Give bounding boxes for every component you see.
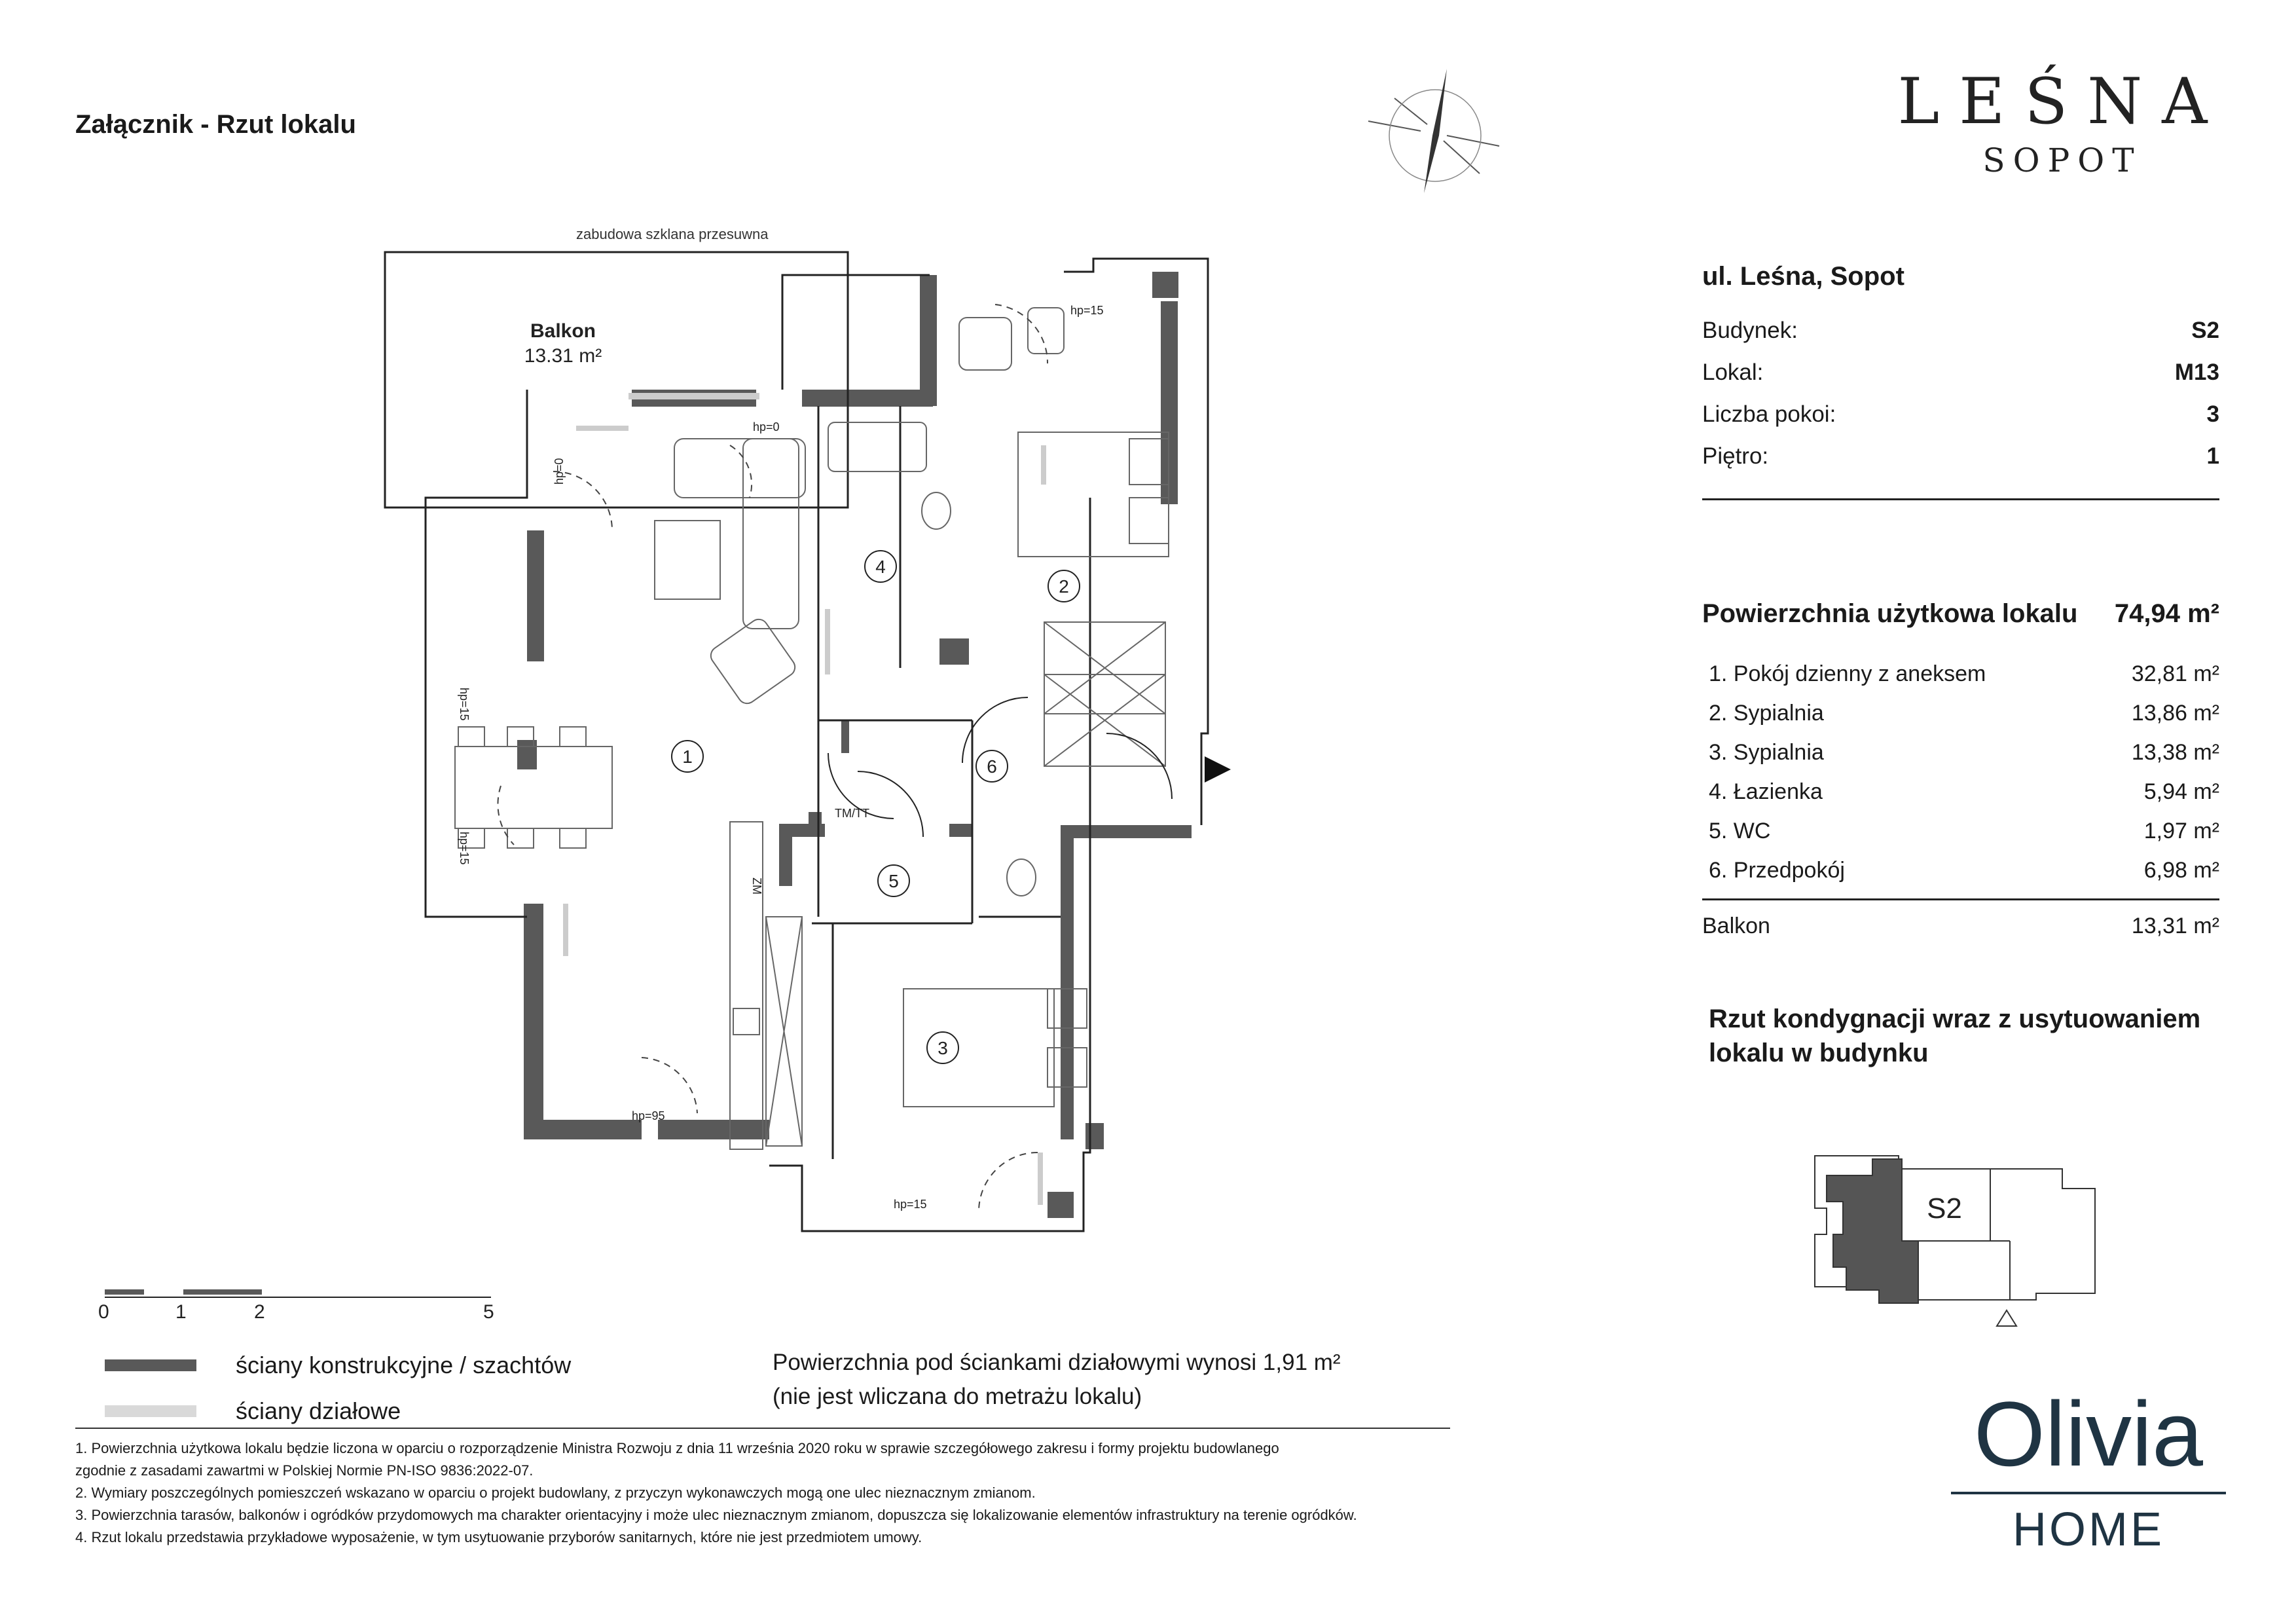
hp-label: hp=15 bbox=[1070, 304, 1104, 317]
svg-text:2: 2 bbox=[254, 1301, 265, 1320]
list-item: 1. Pokój dzienny z aneksem 32,81 m² bbox=[1709, 661, 2219, 686]
info-row-unit: Lokal: M13 bbox=[1702, 360, 2219, 385]
room-number: 1 bbox=[682, 747, 693, 767]
brand-name: LEŚNA bbox=[1897, 65, 2227, 138]
logo-name: Olivia bbox=[1973, 1382, 2204, 1485]
scale-bar bbox=[98, 1274, 504, 1320]
glass-label: zabudowa szklana przesuwna bbox=[576, 226, 769, 242]
room-number: 5 bbox=[888, 871, 899, 891]
room-number: 2 bbox=[1059, 576, 1069, 597]
balcony-area: 13.31 m² bbox=[524, 345, 602, 367]
svg-text:0: 0 bbox=[98, 1301, 109, 1320]
address: ul. Leśna, Sopot bbox=[1702, 262, 1904, 291]
room-number: 3 bbox=[938, 1038, 948, 1058]
location-title: Rzut kondygnacji wraz z usytuowaniem lokalu w budynku bbox=[1709, 1005, 2201, 1067]
balcony-label: Balkon bbox=[530, 320, 596, 342]
info-row-building: Budynek: S2 bbox=[1702, 318, 2219, 343]
svg-text:5: 5 bbox=[483, 1301, 494, 1320]
hp-label: hp=15 bbox=[458, 688, 471, 721]
entrance-arrow-icon bbox=[1997, 1310, 2016, 1326]
footnotes: 1. Powierzchnia użytkowa lokalu będzie liczona w oparciu o rozporządzenie Ministra Rozwoju z dnia 11 września 2020 roku w sprawie szczegółowego zakresu i formy projektu budowlanego zgodnie z zasadami zawartmi w Polskiej Normie PN-ISO 9836:2022-07. 2. Wymiary poszczególnych pomieszczeń wskazano w oparciu o projekt budowlany, z przyczyn wykonawczych mogą one ulec nieznacznym zmianom. 3. Powierzchnia tarasów, balkonów i ogródków przydomowych ma charakter orientacyjny i może ulec nieznacznym zmianom, dopuszcza się lokalizowanie elementów infrastruktury na terenie ogródków. 4. Rzut lokalu przedstawia przykładowe wyposażenie, w tym usytuowanie przyborów sanitarnych, które nie jest przedmiotem umowy. bbox=[75, 1440, 1357, 1545]
floor-plan bbox=[367, 223, 1257, 1257]
list-item: 5. WC 1,97 m² bbox=[1709, 819, 2219, 843]
hp-label: hp=95 bbox=[632, 1109, 665, 1122]
list-item: 2. Sypialnia 13,86 m² bbox=[1709, 701, 2219, 726]
legend-swatch bbox=[105, 1359, 196, 1371]
hp-label: hp=15 bbox=[894, 1198, 927, 1211]
usable-area bbox=[1702, 599, 2219, 629]
keyplan bbox=[1807, 1143, 2121, 1339]
apartment-info bbox=[1702, 262, 2219, 526]
zm-label: ZM bbox=[750, 877, 763, 895]
brand-logo bbox=[1886, 65, 2239, 183]
room-number: 4 bbox=[875, 557, 886, 577]
keyplan-label: S2 bbox=[1927, 1192, 1962, 1225]
legend-item-structural: ściany konstrukcyjne / szachtów bbox=[105, 1342, 571, 1388]
partition-note: Powierzchnia pod ściankami działowymi wynosi 1,91 m² (nie jest wliczana do metrażu lokalu) bbox=[773, 1350, 1341, 1409]
list-item-balcony: Balkon 13,31 m² bbox=[1702, 913, 2219, 938]
info-row-floor: Piętro: 1 bbox=[1702, 443, 2219, 469]
hp-label: hp=0 bbox=[753, 420, 780, 434]
brand-city: SOPOT bbox=[1982, 141, 2142, 179]
legend-item-partition: ściany działowe bbox=[105, 1388, 571, 1434]
compass-icon bbox=[1355, 62, 1512, 206]
legend bbox=[105, 1342, 571, 1434]
room-number: 6 bbox=[987, 756, 997, 777]
svg-text:1: 1 bbox=[175, 1301, 187, 1320]
info-row-rooms: Liczba pokoi: 3 bbox=[1702, 401, 2219, 427]
page-title: Załącznik - Rzut lokalu bbox=[75, 110, 356, 139]
usable-area-value: 74,94 m² bbox=[2114, 599, 2219, 628]
logo-divider bbox=[1951, 1492, 2226, 1494]
divider bbox=[75, 1428, 1450, 1429]
tm-tt-label: TM/TT bbox=[835, 807, 869, 820]
list-item: 4. Łazienka 5,94 m² bbox=[1709, 779, 2219, 804]
logo-sub: HOME bbox=[2013, 1504, 2164, 1556]
divider bbox=[1702, 498, 2219, 500]
rooms-list bbox=[1702, 661, 2219, 953]
legend-swatch bbox=[105, 1405, 196, 1417]
entrance-arrow-icon bbox=[1205, 756, 1231, 783]
list-item: 3. Sypialnia 13,38 m² bbox=[1709, 740, 2219, 765]
hp-label: hp=15 bbox=[458, 832, 471, 865]
hp-label: hp=0 bbox=[553, 458, 566, 485]
list-item: 6. Przedpokój 6,98 m² bbox=[1709, 858, 2219, 883]
divider bbox=[1702, 898, 2219, 900]
olivia-logo bbox=[1951, 1382, 2226, 1556]
usable-area-label: Powierzchnia użytkowa lokalu bbox=[1702, 599, 2078, 628]
